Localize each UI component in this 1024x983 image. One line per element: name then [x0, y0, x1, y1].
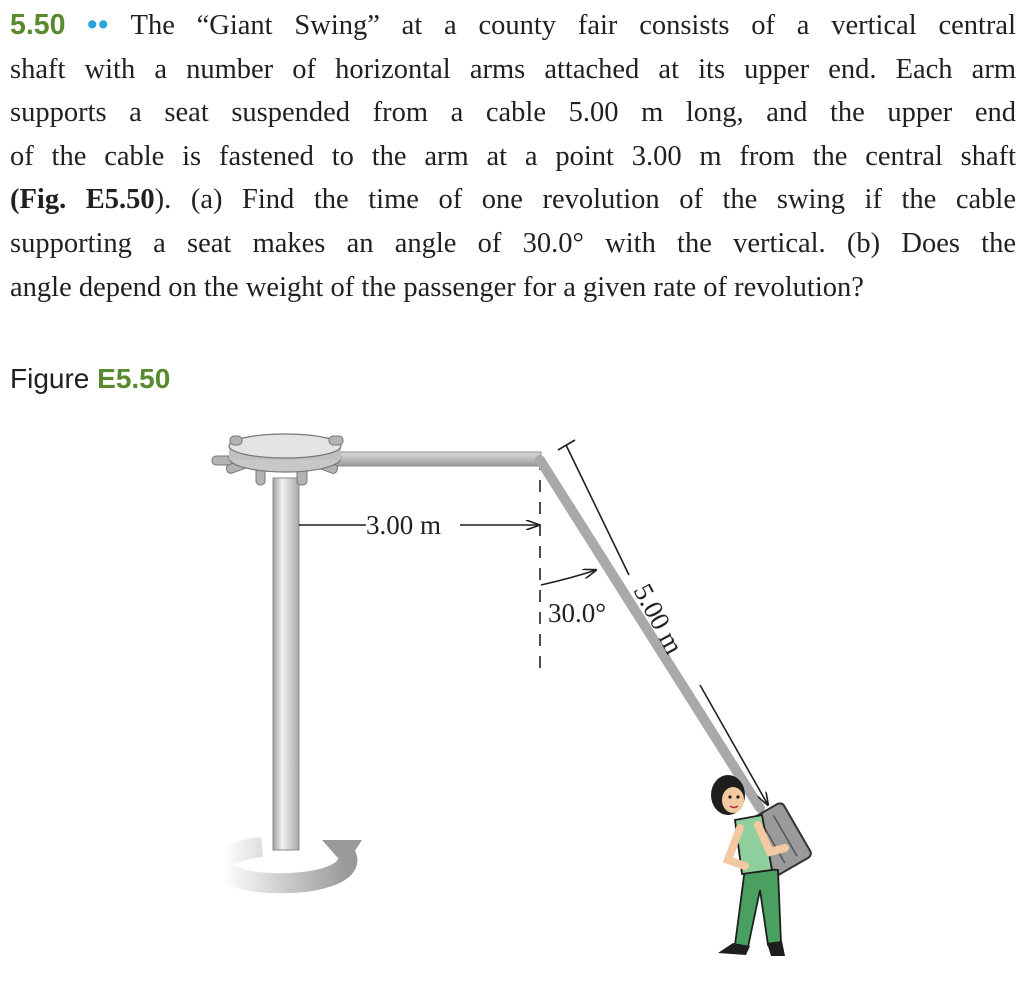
- problem-line-1: [10, 4, 1016, 48]
- central-shaft: [273, 478, 299, 850]
- problem-line-5: [10, 178, 1016, 222]
- problem-line-1-text: The “Giant Swing” at a county fair consists of a vertical central: [130, 10, 1016, 41]
- problem-number: 5.50: [10, 9, 66, 41]
- angle-marker: [541, 570, 606, 628]
- problem-line-4: of the cable is fastened to the arm at a point 3.00 m from the central shaft: [10, 140, 1016, 172]
- cable-length-label: 5.00 m: [627, 578, 690, 660]
- angle-label: 30.0°: [548, 598, 607, 628]
- arm-distance-label: 3.00 m: [366, 510, 442, 540]
- figure-reference: (Fig. E5.50: [10, 184, 155, 216]
- problem-line-2: shaft with a number of horizontal arms attached at its upper end. Each arm: [10, 53, 1016, 85]
- horizontal-arm: [335, 452, 541, 466]
- giant-swing-figure: [0, 400, 1024, 983]
- problem-text: [10, 4, 1016, 309]
- problem-line-5-text: ). (a) Find the time of one revolution of the swing if the cable: [154, 184, 1016, 216]
- problem-line-6: supporting a seat makes an angle of 30.0° with the vertical. (b) Does the: [10, 227, 1016, 259]
- problem-line-7: angle depend on the weight of the passenger for a given rate of revolution?: [10, 271, 864, 303]
- figure-caption-prefix: Figure: [10, 363, 90, 394]
- arm-distance-dimension: [299, 510, 539, 540]
- hub-icon: [212, 434, 343, 485]
- problem-line-3: supports a seat suspended from a cable 5.00 m long, and the upper end: [10, 97, 1016, 129]
- figure-caption-number: E5.50: [97, 363, 171, 394]
- figure-caption: [10, 363, 170, 395]
- difficulty-dots: ••: [87, 9, 110, 41]
